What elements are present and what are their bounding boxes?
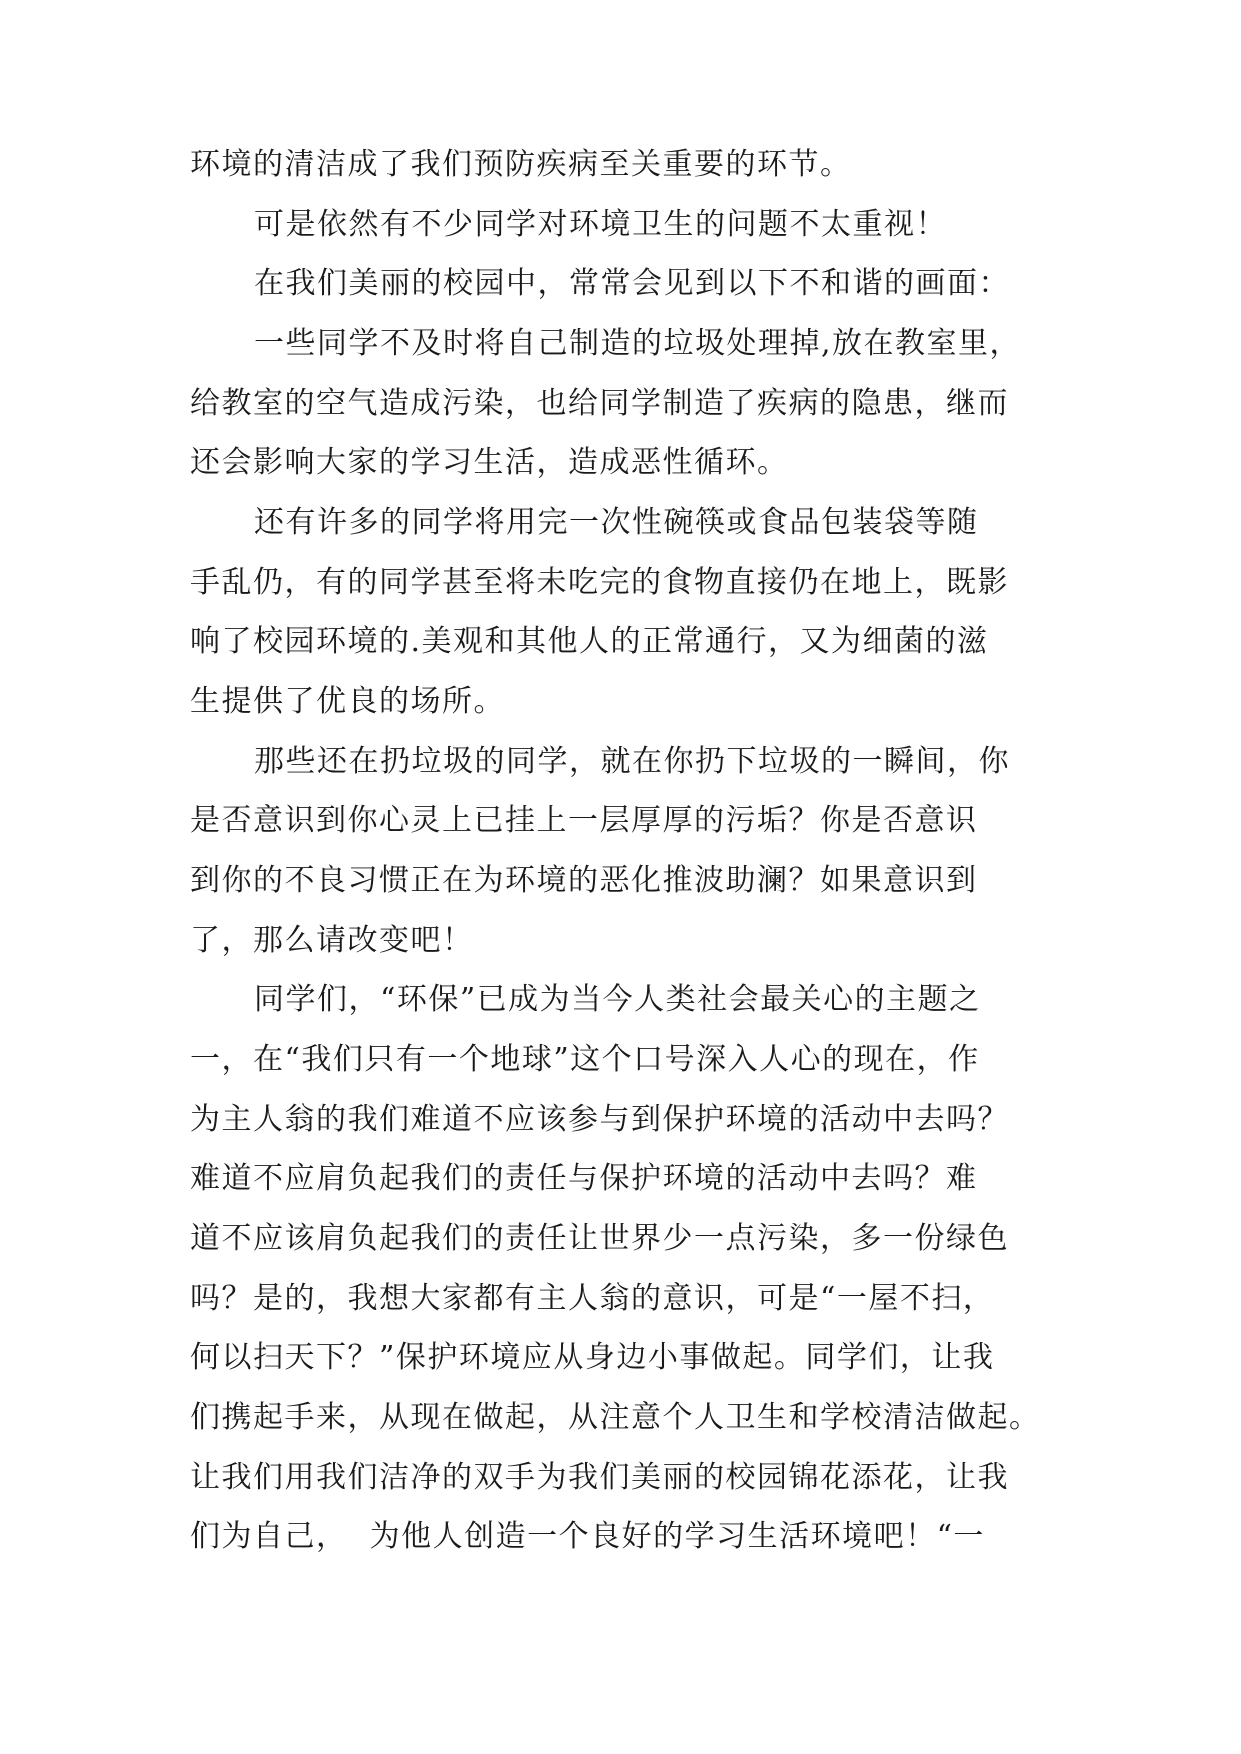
text-line: 们为自己， 为他人创造一个良好的学习生活环境吧！“一 [190, 1519, 985, 1554]
text-line: 为主人翁的我们难道不应该参与到保护环境的活动中去吗？ [190, 1102, 1009, 1137]
text-line: 了，那么请改变吧！ [190, 923, 474, 958]
text-line: 生提供了优良的场所。 [190, 684, 505, 719]
text-line: 给教室的空气造成污染，也给同学制造了疾病的隐患，继而 [190, 386, 1009, 421]
text-line: 响了校园环境的.美观和其他人的正常通行，又为细菌的滋 [190, 624, 989, 659]
text-line: 们携起手来，从现在做起，从注意个人卫生和学校清洁做起。 [190, 1400, 1041, 1435]
paragraph-start-line: 可是依然有不少同学对环境卫生的问题不太重视！ [254, 207, 947, 242]
text-line: 吗？是的，我想大家都有主人翁的意识，可是“一屋不扫， [190, 1281, 995, 1316]
text-line: 道不应该肩负起我们的责任让世界少一点污染，多一份绿色 [190, 1221, 1009, 1256]
paragraph-start-line: 一些同学不及时将自己制造的垃圾处理掉,放在教室里， [254, 326, 1022, 361]
text-line: 难道不应肩负起我们的责任与保护环境的活动中去吗？难 [190, 1161, 978, 1196]
paragraph-start-line: 还有许多的同学将用完一次性碗筷或食品包装袋等随 [254, 505, 979, 540]
text-line: 到你的不良习惯正在为环境的恶化推波助澜？如果意识到 [190, 863, 978, 898]
paragraph-start-line: 那些还在扔垃圾的同学，就在你扔下垃圾的一瞬间，你 [254, 744, 1010, 779]
paragraph-start-line: 在我们美丽的校园中，常常会见到以下不和谐的画面： [254, 266, 1010, 301]
text-line: 是否意识到你心灵上已挂上一层厚厚的污垢？你是否意识 [190, 803, 978, 838]
text-line: 让我们用我们洁净的双手为我们美丽的校园锦花添花，让我 [190, 1460, 1009, 1495]
text-line: 还会影响大家的学习生活，造成恶性循环。 [190, 445, 789, 480]
text-line: 一，在“我们只有一个地球”这个口号深入人心的现在，作 [190, 1042, 980, 1077]
text-line: 何以扫天下？”保护环境应从身边小事做起。同学们，让我 [190, 1340, 995, 1375]
text-line: 环境的清洁成了我们预防疾病至关重要的环节。 [190, 147, 852, 182]
text-line: 手乱仍，有的同学甚至将未吃完的食物直接仍在地上，既影 [190, 565, 1009, 600]
paragraph-start-line: 同学们，“环保”已成为当今人类社会最关心的主题之 [254, 982, 981, 1017]
